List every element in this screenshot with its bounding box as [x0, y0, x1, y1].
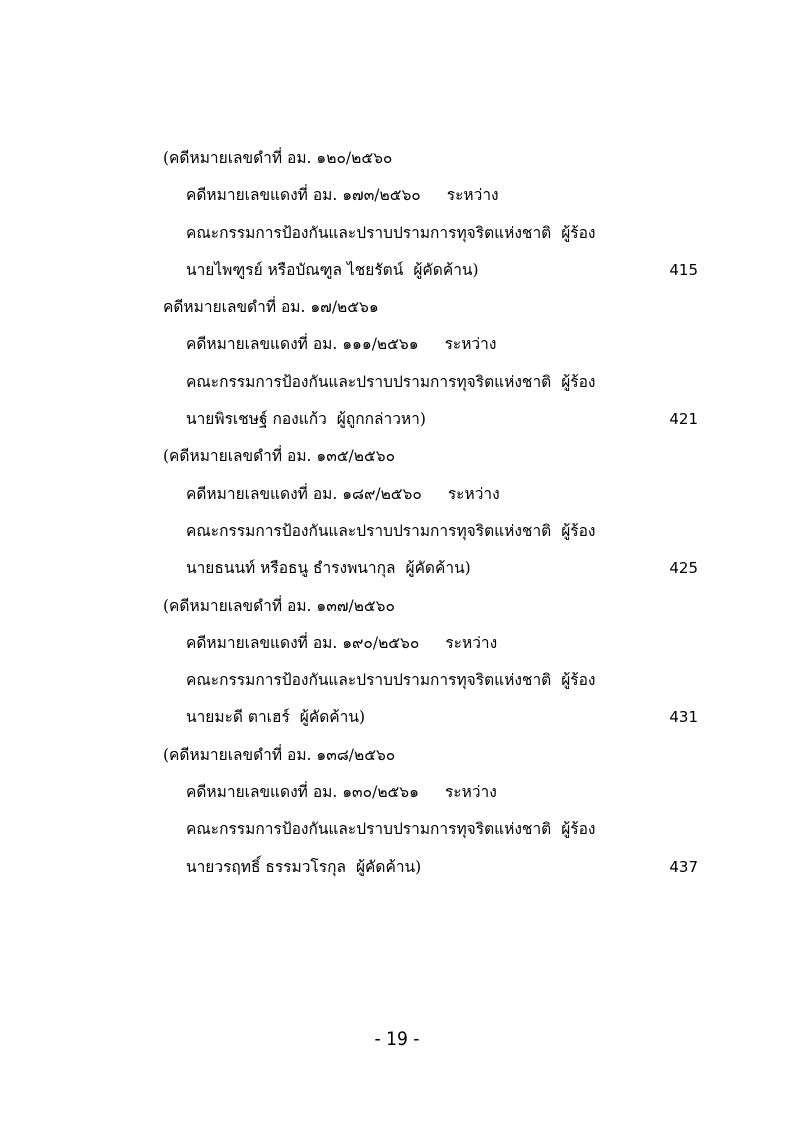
- red-case-number: คดีหมายเลขแดงที่ อม. ๑๘๙/๒๕๖๐: [186, 484, 422, 503]
- case-entry: [0, 737, 794, 886]
- defendant-role: ผู้คัดค้าน): [413, 260, 479, 279]
- page-reference: 431: [669, 708, 698, 727]
- case-entry: [0, 289, 794, 438]
- page-reference: 421: [669, 410, 698, 429]
- plaintiff-role: ผู้ร้อง: [561, 372, 596, 391]
- plaintiff-line: [0, 364, 794, 401]
- page-reference: 425: [669, 559, 698, 578]
- between-label: ระหว่าง: [444, 335, 497, 354]
- between-label: ระหว่าง: [445, 633, 498, 652]
- defendant-line: [0, 252, 794, 289]
- plaintiff-name: คณะกรรมการป้องกันและปราบปรามการทุจริตแห่งชาติ: [186, 820, 552, 839]
- page-number: - 19 -: [374, 1028, 420, 1050]
- defendant-role: ผู้คัดค้าน): [405, 559, 471, 578]
- red-case-number: คดีหมายเลขแดงที่ อม. ๑๙๐/๒๕๖๐: [186, 633, 420, 652]
- black-case-number: (คดีหมายเลขดำที่ อม. ๑๓๗/๒๕๖๐: [163, 596, 395, 615]
- plaintiff-line: [0, 662, 794, 699]
- plaintiff-name: คณะกรรมการป้องกันและปราบปรามการทุจริตแห่งชาติ: [186, 521, 552, 540]
- plaintiff-role: ผู้ร้อง: [561, 671, 596, 690]
- plaintiff-role: ผู้ร้อง: [561, 223, 596, 242]
- plaintiff-name: คณะกรรมการป้องกันและปราบปรามการทุจริตแห่งชาติ: [186, 671, 552, 690]
- plaintiff-line: [0, 215, 794, 252]
- case-index-list: [0, 140, 794, 886]
- defendant-name: นายไพฑูรย์ หรือบัณฑูล ไชยรัตน์: [186, 260, 404, 279]
- defendant-name: นายพิรเชษฐ์ กองแก้ว: [186, 410, 327, 429]
- red-case-line: [0, 476, 794, 513]
- page-reference: 415: [669, 260, 698, 279]
- defendant-line: [0, 849, 794, 886]
- defendant-line: [0, 401, 794, 438]
- defendant-name: นายมะดี ตาเฮร์: [186, 708, 290, 727]
- defendant-role: ผู้คัดค้าน): [355, 857, 422, 876]
- red-case-line: [0, 625, 794, 662]
- plaintiff-role: ผู้ร้อง: [561, 521, 596, 540]
- case-entry: [0, 588, 794, 737]
- black-case-number: (คดีหมายเลขดำที่ อม. ๑๓๕/๒๕๖๐: [163, 447, 396, 466]
- red-case-line: [0, 774, 794, 811]
- between-label: ระหว่าง: [444, 783, 497, 802]
- black-case-number: คดีหมายเลขดำที่ อม. ๑๗/๒๕๖๑: [163, 298, 379, 317]
- defendant-name: นายธนนท์ หรือธนู ธำรงพนากุล: [186, 559, 396, 578]
- plaintiff-name: คณะกรรมการป้องกันและปราบปรามการทุจริตแห่งชาติ: [186, 372, 552, 391]
- between-label: ระหว่าง: [446, 186, 499, 205]
- plaintiff-role: ผู้ร้อง: [561, 820, 596, 839]
- plaintiff-line: [0, 811, 794, 848]
- case-entry: [0, 438, 794, 587]
- red-case-line: [0, 326, 794, 363]
- red-case-number: คดีหมายเลขแดงที่ อม. ๑๗๓/๒๕๖๐: [186, 186, 421, 205]
- defendant-name: นายวรฤทธิ์ ธรรมวโรกุล: [186, 857, 346, 876]
- black-case-number: (คดีหมายเลขดำที่ อม. ๑๒๐/๒๕๖๐: [163, 149, 393, 167]
- page-reference: 437: [669, 857, 698, 876]
- red-case-number: คดีหมายเลขแดงที่ อม. ๑๓๐/๒๕๖๑: [186, 783, 419, 802]
- case-entry: [0, 140, 794, 289]
- defendant-line: [0, 699, 794, 736]
- black-case-number: (คดีหมายเลขดำที่ อม. ๑๓๘/๒๕๖๐: [163, 745, 396, 764]
- plaintiff-line: [0, 513, 794, 550]
- between-label: ระหว่าง: [447, 484, 500, 503]
- defendant-role: ผู้คัดค้าน): [299, 708, 366, 727]
- defendant-role: ผู้ถูกกล่าวหา): [336, 410, 426, 429]
- defendant-line: [0, 550, 794, 587]
- red-case-line: [0, 177, 794, 214]
- red-case-number: คดีหมายเลขแดงที่ อม. ๑๑๑/๒๕๖๑: [186, 335, 419, 354]
- plaintiff-name: คณะกรรมการป้องกันและปราบปรามการทุจริตแห่งชาติ: [186, 223, 552, 242]
